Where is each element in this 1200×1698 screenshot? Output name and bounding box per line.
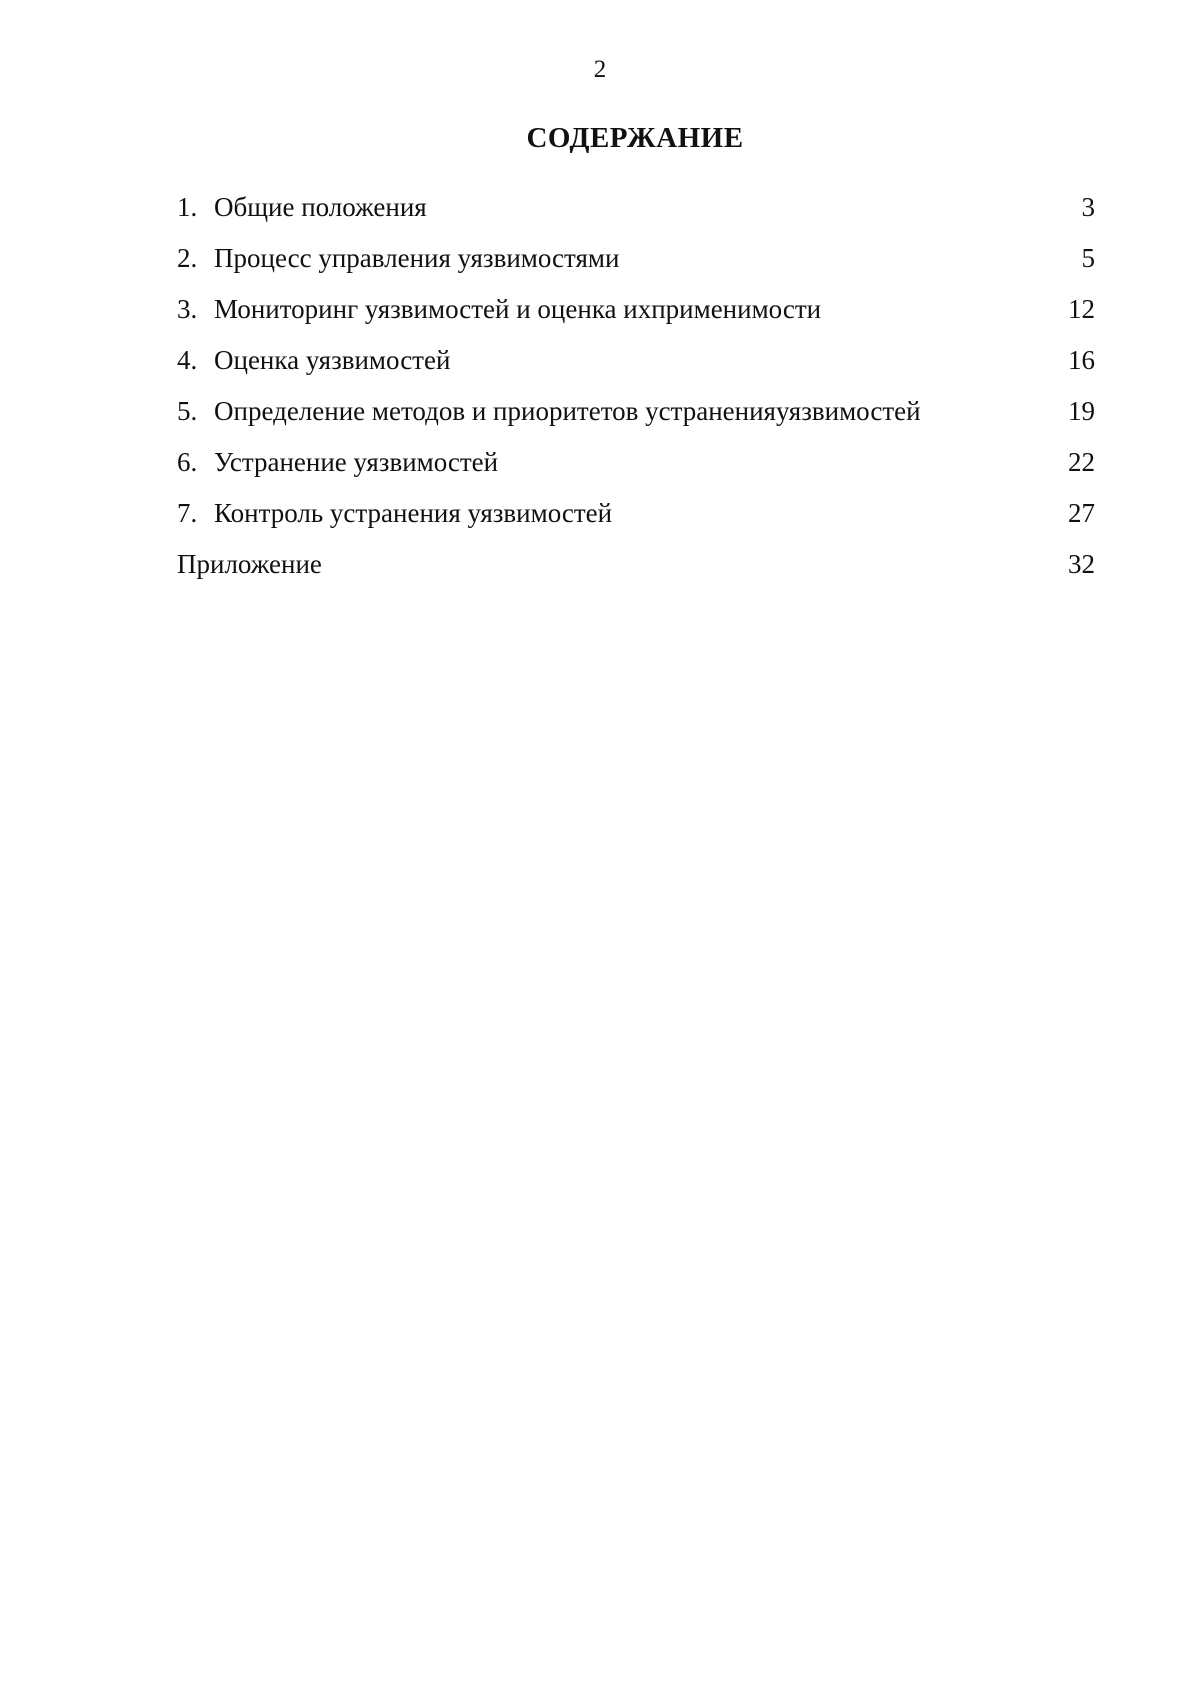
- toc-entry-page: 32: [1068, 549, 1095, 579]
- table-of-contents: [177, 192, 1095, 600]
- toc-entry-label: Общие положения: [214, 192, 427, 222]
- toc-entry-page: 3: [1081, 192, 1095, 222]
- toc-entry-number: 5.: [177, 396, 198, 426]
- toc-entry-number: 1.: [177, 192, 198, 222]
- toc-entry-label: Приложение: [177, 549, 322, 579]
- toc-entry: [177, 447, 1095, 498]
- toc-entry-label: Устранение уязвимостей: [214, 447, 499, 477]
- toc-title: СОДЕРЖАНИЕ: [526, 122, 744, 154]
- toc-entry-label: Оценка уязвимостей: [214, 345, 451, 375]
- toc-entry: [177, 294, 1095, 345]
- toc-entry-label: Процесс управления уязвимостями: [214, 243, 620, 273]
- toc-entry: [177, 345, 1095, 396]
- toc-entry-page: 27: [1068, 498, 1095, 528]
- toc-entry-number: 3.: [177, 294, 198, 324]
- toc-entry: [177, 243, 1095, 294]
- toc-entry-label: Мониторинг уязвимостей и оценка ихприменимости: [214, 294, 822, 324]
- toc-entry-number: 7.: [177, 498, 198, 528]
- toc-entry-page: 22: [1068, 447, 1095, 477]
- toc-entry-number: 2.: [177, 243, 198, 273]
- toc-entry: [177, 396, 1095, 447]
- toc-entry-label: Определение методов и приоритетов устраненияуязвимостей: [214, 396, 921, 426]
- toc-entry-label: Контроль устранения уязвимостей: [214, 498, 613, 528]
- page-number: 2: [593, 56, 607, 83]
- toc-entry-page: 12: [1068, 294, 1095, 324]
- toc-entry-page: 16: [1068, 345, 1095, 375]
- toc-entry-page: 5: [1081, 243, 1095, 273]
- toc-entry-appendix: [177, 549, 1095, 600]
- toc-entry-page: 19: [1068, 396, 1095, 426]
- toc-entry-number: 6.: [177, 447, 198, 477]
- toc-entry: [177, 498, 1095, 549]
- toc-entry-number: 4.: [177, 345, 198, 375]
- toc-entry: [177, 192, 1095, 243]
